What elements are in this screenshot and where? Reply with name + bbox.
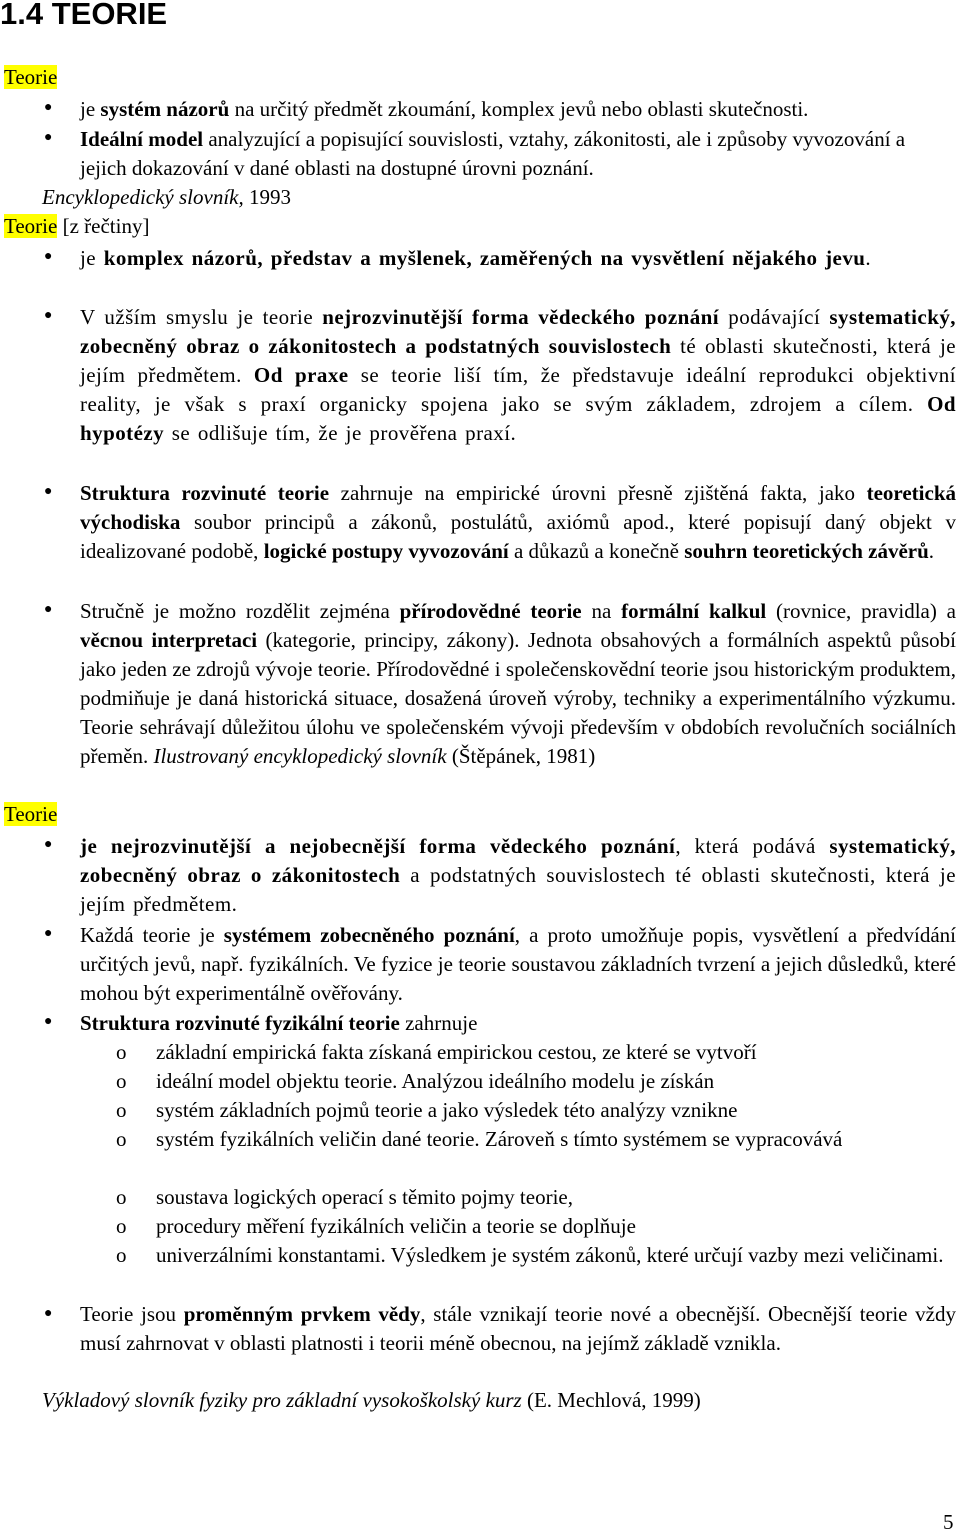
term-highlight: Teorie — [4, 214, 58, 238]
term-label — [4, 63, 57, 91]
term-highlight: Teorie — [4, 65, 58, 89]
sub-bullet-marker: o — [116, 1127, 127, 1151]
term-label: Teorie [z řečtiny] — [4, 214, 150, 238]
definition-bullet: Každá teorie je systémem zobecněného poznání, a proto umožňuje popis, vysvětlení a předvídání určitých jevů, např. fyzikálních. Ve fyzice je teorie soustavou základních tvrzení a jejich důsledků, které mohou být experimentálně ověřovány. — [80, 923, 956, 1005]
definition-bullet: Stručně je možno rozdělit zejména přírodovědné teorie na formální kalkul (rovnice, pravidla) a věcnou interpretaci (kategorie, principy, zákony). Jednota obsahových a formálních aspektů působí jako jeden ze zdrojů vývoje teorie. Přírodovědné i společenskovědní teorie jsou historickým produktem, podmiňuje je daná historická situace, dosažená úroveň výroby, techniky a experimentálního výzkumu. Teorie sehrávají důležitou úlohu ve společenském vývoji především v obdobích revolučních sociálních přeměn. Ilustrovaný encyklopedický slovník (Štěpánek, 1981) — [80, 599, 956, 768]
definition-bullet: Struktura rozvinuté teorie zahrnuje na empirické úrovni přesně zjištěná fakta, jako teoretická východiska soubor principů a zákonů, postulátů, axiómů apod., které popisují daný objekt v idealizované podobě, logické postupy vyvozování a důkazů a konečně souhrn teoretických závěrů. — [80, 481, 957, 563]
sub-bullet-marker: o — [116, 1040, 127, 1064]
bullet-icon: ● — [44, 837, 53, 852]
page-number: 5 — [943, 1510, 954, 1534]
section-heading: 1.4 TEORIE — [0, 0, 168, 31]
sub-list-item: procedury měření fyzikálních veličin a teorie se doplňuje — [156, 1214, 636, 1238]
bullet-icon: ● — [44, 1306, 53, 1321]
sub-bullet-marker: o — [116, 1243, 127, 1267]
term-highlight: Teorie — [4, 802, 58, 826]
sub-list-item: systém fyzikálních veličin dané teorie. Zároveň s tímto systémem se vypracovává — [156, 1127, 843, 1151]
source-citation: Encyklopedický slovník, 1993 — [42, 185, 291, 209]
definition-bullet: Ideální model analyzující a popisující souvislosti, vztahy, zákonitosti, ale i způsoby vyvozování a jejich dokazování v dané oblasti na dostupné úrovni poznání. — [80, 127, 906, 180]
bullet-icon: ● — [44, 130, 53, 145]
sub-list-item: soustava logických operací s těmito pojmy teorie, — [156, 1185, 573, 1209]
definition-bullet: V užším smyslu je teorie nejrozvinutější forma vědeckého poznání podávající systematický, zobecněný obraz o zákonitostech a podstatných souvislostech té oblasti skutečnosti, která je jejím předmětem. Od praxe se teorie liší tím, že představuje ideální reprodukci objektivní reality, je však s praxí organicky spojena jako se svým základem, zdrojem a cílem. Od hypotézy se odlišuje tím, že je prověřena praxí. — [80, 305, 957, 445]
bullet-icon: ● — [44, 308, 53, 323]
sub-list-item: základní empirická fakta získaná empirickou cestou, ze které se vytvoří — [156, 1040, 757, 1064]
term-label — [4, 800, 57, 828]
bullet-icon: ● — [44, 249, 53, 264]
definition-bullet: je komplex názorů, představ a myšlenek, zaměřených na vysvětlení nějakého jevu. — [80, 246, 872, 270]
definition-bullet: je nejrozvinutější a nejobecnější forma vědeckého poznání, která podává systematický, zobecněný obraz o zákonitostech a podstatných souvislostech té oblasti skutečnosti, která je jejím předmětem. — [80, 834, 956, 916]
bullet-icon: ● — [44, 602, 53, 617]
sub-list-item: systém základních pojmů teorie a jako výsledek této analýzy vznikne — [156, 1098, 738, 1122]
bullet-icon: ● — [44, 484, 53, 499]
sub-bullet-marker: o — [116, 1214, 127, 1238]
source-citation: Výkladový slovník fyziky pro základní vysokoškolský kurz (E. Mechlová, 1999) — [42, 1388, 701, 1412]
sub-bullet-marker: o — [116, 1185, 127, 1209]
sub-list-item: univerzálními konstantami. Výsledkem je systém zákonů, které určují vazby mezi veličinami. — [156, 1243, 944, 1267]
bullet-icon: ● — [44, 926, 53, 941]
definition-bullet: Struktura rozvinuté fyzikální teorie zahrnuje — [80, 1011, 478, 1035]
bullet-icon: ● — [44, 1014, 53, 1029]
definition-bullet: je systém názorů na určitý předmět zkoumání, komplex jevů nebo oblasti skutečnosti. — [80, 97, 809, 121]
sub-bullet-marker: o — [116, 1069, 127, 1093]
sub-list-item: ideální model objektu teorie. Analýzou ideálního modelu je získán — [156, 1069, 715, 1093]
sub-bullet-marker: o — [116, 1098, 127, 1122]
bullet-icon: ● — [44, 100, 53, 115]
definition-bullet: Teorie jsou proměnným prvkem vědy, stále vznikají teorie nové a obecnější. Obecnější teorie vždy musí zahrnovat v oblasti platnosti i teorii méně obecnou, na jejímž základě vznikla. — [80, 1302, 957, 1355]
